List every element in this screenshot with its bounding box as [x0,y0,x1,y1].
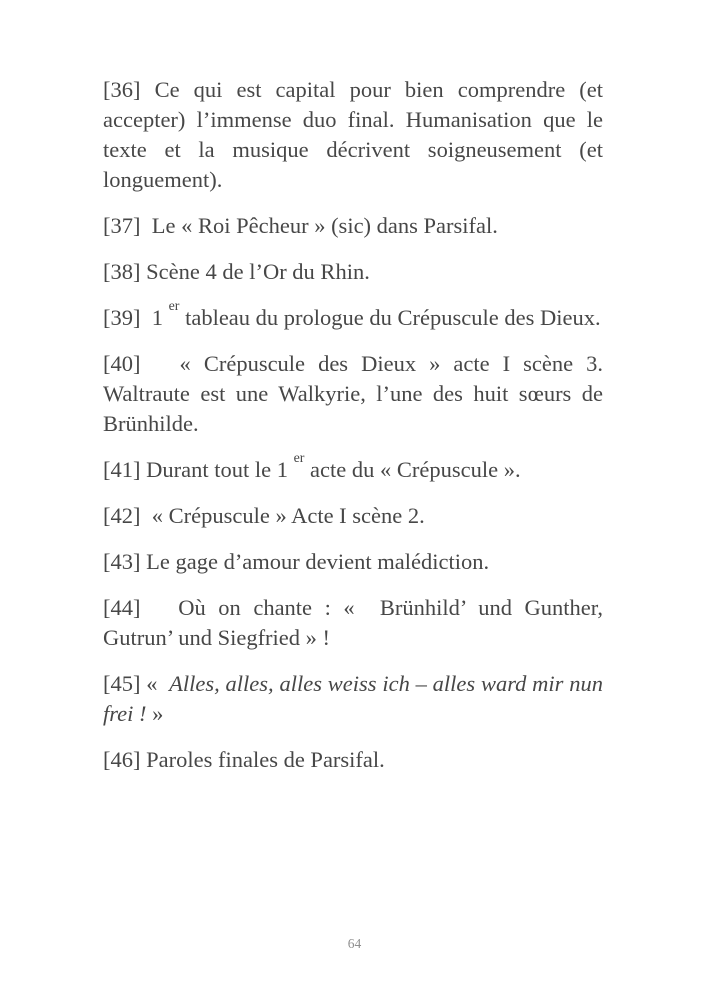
note-text: [36] Ce qui est capital pour bien comprendre (et accepter) l’immense duo final. Humanisation que le texte et la musique décrivent soigneusement (et longuement). [103,77,603,192]
note-text: [45] « [103,671,170,696]
note-quote-italic: Alles, alles, alles weiss ich – alles ward mir nun frei ! [103,671,603,726]
note-text: acte du « Crépuscule ». [304,457,521,482]
note-text: » [146,701,164,726]
note-43 [103,547,603,577]
note-46 [103,745,603,775]
note-38 [103,257,603,287]
note-text: [40] « Crépuscule des Dieux » acte I scène 3. Waltraute est une Walkyrie, l’une des huit sœurs de Brünhilde. [103,351,603,436]
note-text: [43] Le gage d’amour devient malédiction. [103,549,490,574]
note-superscript: er [168,299,180,315]
note-text: [41] Durant tout le 1 [103,457,294,482]
notes-list [103,75,603,775]
note-37 [103,211,603,241]
note-text: [42] « Crépuscule » Acte I scène 2. [103,503,425,528]
note-superscript: er [293,451,305,467]
note-text: [39] 1 [103,305,169,330]
page-footer [0,935,709,953]
note-45 [103,669,603,729]
page-number: 64 [347,936,362,951]
note-39 [103,299,603,333]
note-text: [37] Le « Roi Pêcheur » (sic) dans Parsifal. [103,213,498,238]
note-42 [103,501,603,531]
note-text: [46] Paroles finales de Parsifal. [103,747,385,772]
note-text: [38] Scène 4 de l’Or du Rhin. [103,259,370,284]
note-40 [103,349,603,439]
note-44 [103,593,603,653]
note-41 [103,451,603,485]
note-36 [103,75,603,195]
note-text: [44] Où on chante : « Brünhild’ und Gunther, Gutrun’ und Siegfried » ! [103,595,603,650]
note-text: tableau du prologue du Crépuscule des Dieux. [179,305,601,330]
